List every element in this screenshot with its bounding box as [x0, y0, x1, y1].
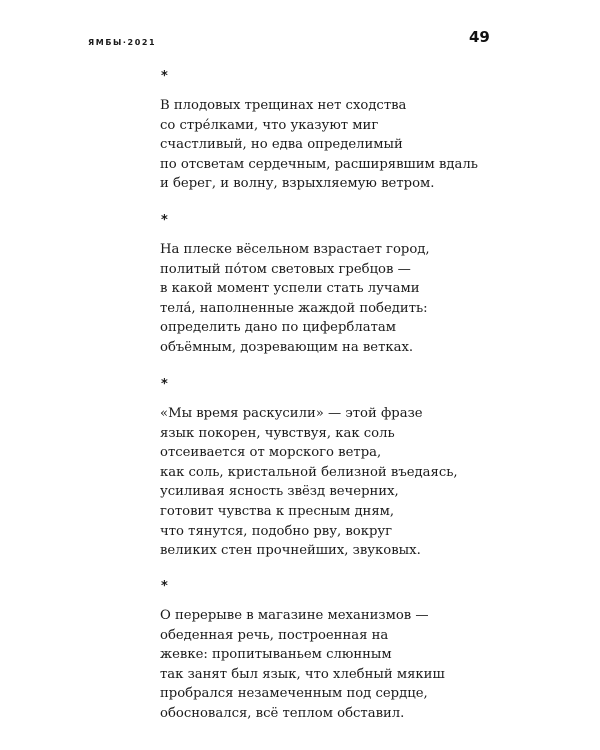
section-separator: * [161, 579, 168, 594]
poem-line: в какой момент успели стать лучами [160, 281, 420, 297]
poem-line: политый по́том световых гребцов — [160, 261, 411, 277]
section-separator: * [161, 377, 168, 392]
poem-line: На плеске вёсельном взрастает город, [160, 242, 430, 257]
poem-line: по отсветам сердечным, расширявшим вдаль [160, 156, 478, 172]
poem-line: готовит чувства к пресным дням, [160, 503, 395, 519]
poem-stanza [160, 606, 480, 724]
poem-line: как соль, кристальной белизной въедаясь, [160, 464, 458, 480]
poem-line: объёмным, дозревающим на ветках. [160, 339, 414, 355]
poem-stanza [160, 96, 480, 194]
poem-line: обосновался, всё теплом обставил. [160, 705, 405, 721]
poem-line: что тянутся, подобно рву, вокруг [160, 523, 393, 539]
poem-line: великих стен прочнейших, звуковых. [160, 543, 421, 559]
poem-stanza [160, 404, 480, 561]
poem-line: «Мы время раскусили» — этой фразе [160, 406, 423, 421]
poem-line: и берег, и волну, взрыхляемую ветром. [160, 176, 435, 192]
poem-2 [160, 214, 480, 358]
poem-line: тела́, наполненные жаждой победить: [160, 300, 428, 316]
poem-line: отсеивается от морского ветра, [160, 445, 382, 461]
poem-3 [160, 378, 480, 561]
poem-line: пробрался незамеченным под сердце, [160, 686, 428, 702]
poem-line: обеденная речь, построенная на [160, 627, 389, 643]
page-number: 49 [469, 28, 490, 46]
running-header: ЯМБЫ·2021 [88, 38, 157, 47]
poem-line: язык покорен, чувствуя, как соль [160, 425, 395, 441]
poem-line: со стре́лками, что указуют миг [160, 117, 379, 133]
poem-1 [160, 70, 480, 194]
poem-4 [160, 580, 480, 724]
poem-line: О перерыве в магазине механизмов — [160, 608, 429, 623]
poem-line: В плодовых трещинах нет сходства [160, 98, 407, 113]
poem-line: счастливый, но едва определимый [160, 137, 403, 153]
poem-line: так занят был язык, что хлебный мякиш [160, 666, 445, 682]
section-separator: * [161, 69, 168, 84]
section-separator: * [161, 213, 168, 228]
poem-stanza [160, 240, 480, 358]
poem-line: усиливая ясность звёзд вечерних, [160, 484, 399, 500]
poem-line: жевке: пропитываньем слюнным [160, 647, 392, 663]
poem-line: определить дано по циферблатам [160, 320, 396, 336]
